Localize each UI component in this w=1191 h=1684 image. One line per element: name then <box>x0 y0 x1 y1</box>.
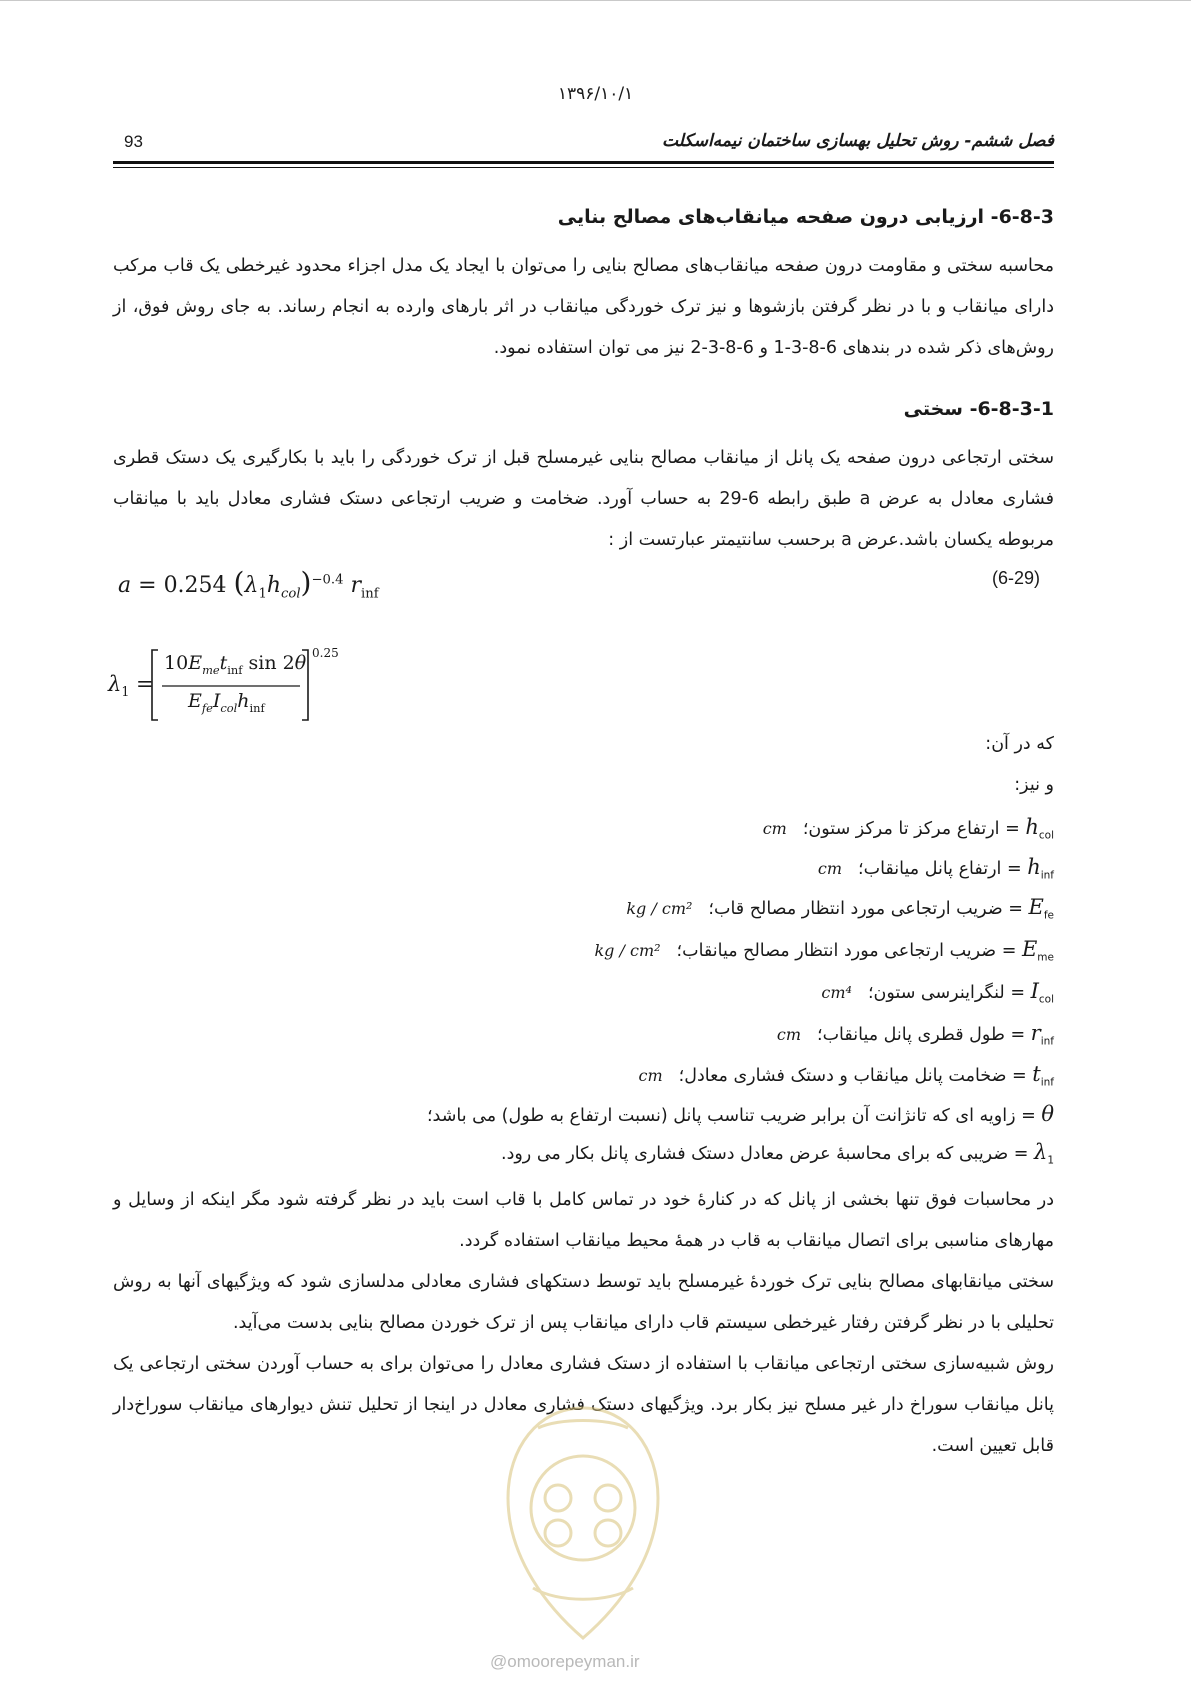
definition-unit: kg / cm² <box>626 899 693 918</box>
definition-row <box>763 815 1054 842</box>
document-date: ۱۳۹۶/۱۰/۱ <box>557 84 634 104</box>
definition-subscript: col <box>1038 829 1054 842</box>
eq1-coef: 0.254 <box>163 573 227 598</box>
section-paragraph: محاسبه سختی و مقاومت درون صفحه میانقاب‌های مصالح بنایی را می‌توان با ایجاد یک مدل اجزاء محدود غیرخطی یک قاب مرکب دارای میانقاب و با در نظر گرفتن بازشوها و نیز ترک خوردگی میانقاب در اثر بارهای وارده به انجام رساند. به جای روش فوق، از روش‌های ذکر شده در بندهای 6-8-3-1 و 6-8-3-2 نیز می توان استفاده نمود. <box>113 256 1054 358</box>
watermark-site: @omoorepeyman.ir <box>490 1652 640 1671</box>
equals-sign: = <box>999 819 1026 839</box>
definition-subscript: inf <box>1040 1076 1054 1089</box>
definition-text: ارتفاع پانل میانقاب؛ <box>858 859 1002 879</box>
definition-subscript: inf <box>1040 1035 1054 1048</box>
watermark-seal <box>478 1388 688 1658</box>
where-label: که در آن: <box>985 734 1054 754</box>
definition-text: ضخامت پانل میانقاب و دستک فشاری معادل؛ <box>678 1066 1007 1086</box>
definition-symbol: h <box>1025 815 1039 839</box>
eq2-exponent: 0.25 <box>312 646 339 660</box>
equals-sign: = <box>1004 1025 1031 1045</box>
definition-unit: cm <box>817 859 843 878</box>
definition-row <box>626 895 1054 922</box>
equals-sign: = <box>1002 899 1029 919</box>
definition-text: زاویه ای که تانژانت آن برابر ضریب تناسب پانل (نسبت ارتفاع به طول) می باشد؛ <box>426 1106 1016 1126</box>
definition-row <box>594 937 1054 964</box>
definition-symbol: r <box>1030 1021 1041 1045</box>
definition-subscript: 1 <box>1047 1154 1054 1167</box>
definition-row <box>639 1062 1054 1089</box>
paragraph-cracked: سختی میانقابهای مصالح بنایی ترک خوردهٔ غیرمسلح باید توسط دستکهای فشاری معادلی مدلسازی شود که ویژگیهای آنها به روش تحلیلی با در نظر گرفتن رفتار غیرخطی سیستم قاب دارای میانقاب پس از ترک خوردن مصالح بنایی بدست می‌آید. <box>113 1272 1054 1333</box>
and-label: و نیز: <box>1014 775 1054 795</box>
definition-subscript: me <box>1037 951 1054 964</box>
equals-sign: = <box>1004 983 1031 1003</box>
equation-width: a = 0.254 $(\lambda_1h_{col})^{-0.4}$ $r_{inf}$ <box>118 566 379 602</box>
definition-row <box>485 1140 1054 1167</box>
equation-lambda: $\lambda_1$ = $10E_{me}t_{inf}$ sin 2θ $E_{fe}I_{col}h_{inf}$ 0.25 <box>108 646 348 726</box>
header-rule-thin <box>113 167 1054 168</box>
equals-sign: = <box>1006 1066 1033 1086</box>
definition-symbol: t <box>1032 1062 1041 1086</box>
definition-row <box>821 979 1054 1006</box>
definition-symbol: E <box>1028 895 1044 919</box>
page-number: 93 <box>124 132 143 151</box>
definition-row <box>777 1021 1054 1048</box>
definition-subscript: fe <box>1043 909 1054 922</box>
definition-row <box>818 855 1054 882</box>
eq1-lhs: a <box>118 573 132 598</box>
definition-symbol: h <box>1027 855 1041 879</box>
definition-text: طول قطری پانل میانقاب؛ <box>817 1025 1005 1045</box>
definition-symbol: θ <box>1041 1102 1054 1126</box>
definition-symbol: E <box>1021 937 1038 961</box>
equals-sign: = <box>996 941 1022 961</box>
definition-unit: cm <box>776 1025 802 1044</box>
definition-text: ضریبی که برای محاسبهٔ عرض معادل دستک فشاری پانل بکار می رود. <box>501 1144 1009 1164</box>
paragraph-perforated: روش شبیه‌سازی سختی ارتجاعی میانقاب با استفاده از دستک فشاری معادل را می‌توان برای به حساب آوردن سختی ارتجاعی یک پانل میانقاب سوراخ دار غیر مسلح نیز بکار برد. ویژگیهای دستک فشاری معادل در اینجا از تحلیل تنش دیوارهای میانقاب سوراخ‌دار قابل تعیین است. <box>113 1354 1054 1456</box>
paragraph-contact: در محاسبات فوق تنها بخشی از پانل که در کنارهٔ خود در تماس کامل با قاب است باید در نظر گرفته شود مگر اینکه از وسایل و مهارهای مناسبی برای اتصال میانقاب به قاب در همهٔ محیط میانقاب استفاده گردد. <box>113 1190 1054 1251</box>
definition-subscript: col <box>1038 993 1054 1006</box>
watermark-seal-icon <box>478 1388 688 1658</box>
definition-text: ضریب ارتجاعی مورد انتظار مصالح میانقاب؛ <box>676 941 997 961</box>
eq2-lhs: λ <box>108 672 122 696</box>
equation-number: (6-29) <box>991 568 1040 588</box>
definition-text: ارتفاع مرکز تا مرکز ستون؛ <box>802 819 1000 839</box>
equals-sign: = <box>1015 1106 1042 1126</box>
eq2-num-coef: 10 <box>164 652 189 674</box>
definition-subscript: inf <box>1040 869 1054 882</box>
subsection-paragraph: سختی ارتجاعی درون صفحه یک پانل از میانقاب مصالح بنایی غیرمسلح قبل از ترک خوردگی را باید با بکارگیری یک دستک قطری فشاری معادل به عرض a طبق رابطه 6-29 به حساب آورد. ضخامت و ضریب ارتجاعی دستک فشاری معادل باید با میانقاب مربوطه یکسان باشد.عرض a برحسب سانتیمتر عبارتست از : <box>113 448 1054 550</box>
definition-row <box>411 1102 1054 1129</box>
running-head: فصل ششم- روش تحلیل بهسازی ساختمان نیمه‌اسکلت <box>661 131 1054 151</box>
top-border-line <box>0 0 1191 1</box>
header-rule-thick <box>113 161 1054 164</box>
equals-sign: = <box>1008 1144 1034 1164</box>
definition-unit: cm <box>762 819 787 838</box>
definition-symbol: I <box>1030 979 1039 1003</box>
definition-unit: cm <box>638 1066 663 1085</box>
eq1-exponent: −0.4 <box>311 572 344 588</box>
equals-sign: = <box>1001 859 1028 879</box>
definition-text: لنگراینرسی ستون؛ <box>867 983 1005 1003</box>
definition-unit: kg / cm² <box>594 941 661 960</box>
subsection-title: 6-8-3-1- سختی <box>903 398 1054 420</box>
definition-text: ضریب ارتجاعی مورد انتظار مصالح قاب؛ <box>708 899 1003 919</box>
section-title: 6-8-3- ارزیابی درون صفحه میانقاب‌های مصالح بنایی <box>557 206 1054 228</box>
definition-unit: cm⁴ <box>821 983 852 1002</box>
definition-symbol: λ <box>1034 1140 1048 1164</box>
